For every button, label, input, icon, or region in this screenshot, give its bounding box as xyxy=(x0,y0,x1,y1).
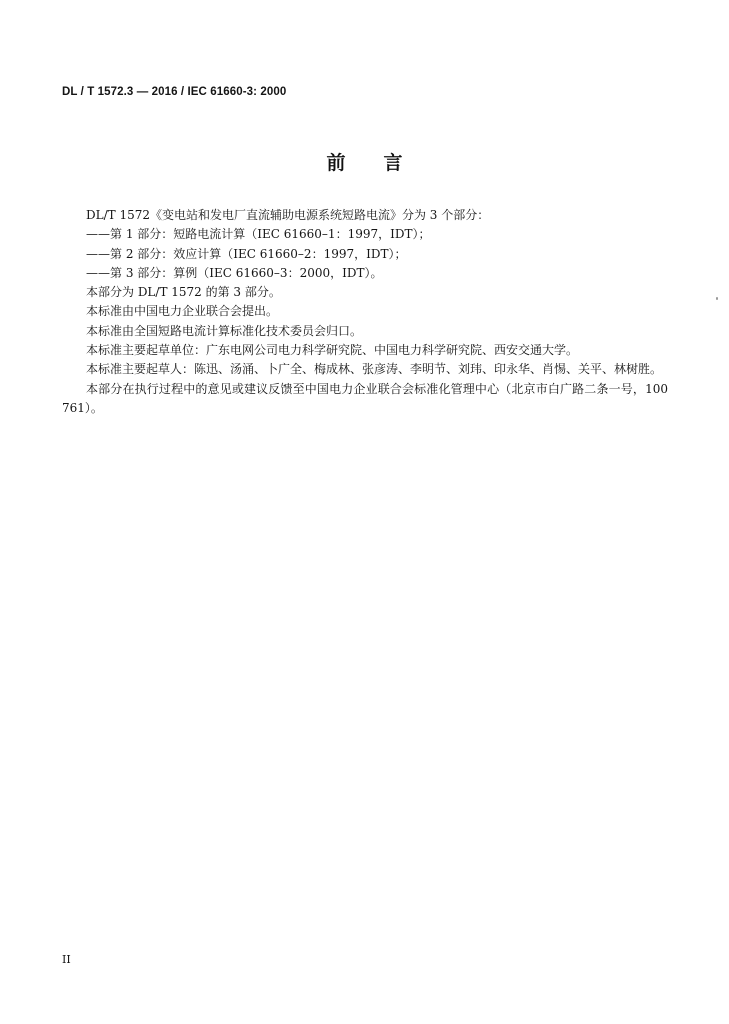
page-number: II xyxy=(62,953,71,966)
paragraph-proposed-by: 本标准由中国电力企业联合会提出。 xyxy=(86,304,279,319)
scan-speck xyxy=(716,297,718,300)
list-item-part-1: ——第 1 部分：短路电流计算（IEC 61660–1：1997，IDT）； xyxy=(86,227,431,242)
foreword-body xyxy=(62,206,668,418)
standard-code-header: DL / T 1572.3 — 2016 / IEC 61660-3: 2000 xyxy=(62,86,287,98)
paragraph-drafting-units: 本标准主要起草单位：广东电网公司电力科学研究院、中国电力科学研究院、西安交通大学。 xyxy=(86,343,579,358)
paragraph-parts-intro: DL/T 1572《变电站和发电厂直流辅助电源系统短路电流》分为 3 个部分： xyxy=(86,208,490,222)
paragraph-under-jurisdiction: 本标准由全国短路电流计算标准化技术委员会归口。 xyxy=(86,323,363,338)
paragraph-drafters: 本标准主要起草人：陈迅、汤涌、卜广全、梅成林、张彦涛、李明节、刘玮、印永华、肖惕、关平、林树胜。 xyxy=(86,362,663,377)
page-title: 前言 xyxy=(326,152,441,174)
paragraph-this-part: 本部分为 DL/T 1572 的第 3 部分。 xyxy=(86,285,281,300)
paragraph-feedback: 本部分在执行过程中的意见或建议反馈至中国电力企业联合会标准化管理中心（北京市白广路二条一号，100761）。 xyxy=(62,381,668,415)
list-item-part-2: ——第 2 部分：效应计算（IEC 61660–2：1997，IDT）； xyxy=(86,246,407,261)
list-item-part-3: ——第 3 部分：算例（IEC 61660–3：2000，IDT）。 xyxy=(86,265,383,280)
